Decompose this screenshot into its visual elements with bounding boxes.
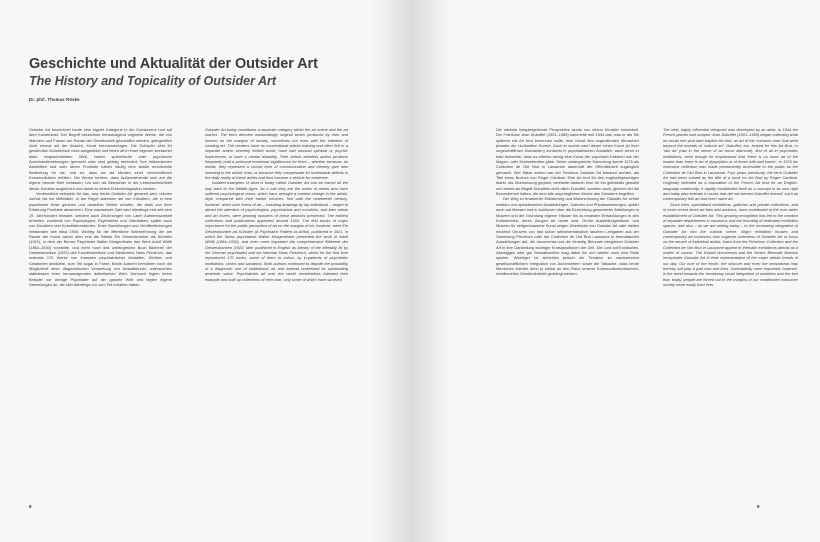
left-column-english bbox=[205, 127, 348, 423]
paragraph: Isolated examples of what is today called Outsider Art can be traced all the way back to the Middle Ages. As a rule they are the works of artists who have suffered psychological crises, which have wrought a marked change in the artists' style compared with their earlier oeuvres. Not until the nineteenth century, however, when such forms of art – including drawings by lay individuals – began to attract the attention of psychologists, psychiatrists and occultists, and later artists and art lovers, were growing numbers of these artworks preserved. The earliest collections and publications appeared around 1900. The first books of major importance for the public perception of art on the margins of art, however, were Ein Geisteskranker als Künstler (A Psychiatric Patient as Artist), published in 1921, in which the Swiss psychiatrist Walter Morgenthaler presented the work of Adolf Wölfli (1864–1930), and even more important the comprehensive Bildnerei der Geisteskranken (1922; later published in English as Artistry of the Mentally Ill) by the German psychiatrist and art historian Hans Prinzhorn, which for the first time reproduced 170 works, some of them in colour, by in-patients of psychiatric institutions, clinics and sanatoria. Both authors continued to dispute the possibility of a diagnostic use of institutional art and instead underlined its outstanding aesthetic value. Psychiatrists all over the world nevertheless followed their example and built up collections of their own, only some of which have survived. bbox=[205, 180, 348, 282]
left-column-german bbox=[29, 127, 172, 473]
paragraph: Outsider Art bezeichnet heute eine eigene Kategorie in der Kunstszene und auf dem Kunstmarkt. Der Begriff bezeichnet herausragend originelle Werke, die von Männern und Frauen am Rande der Gesellschaft geschaffen werden, gelegentlich nicht einmal mit der Absicht, Kunst hervorzubringen. Die Schöpfer sind für gewöhnlich künstlerisch nicht ausgebildet und leben oft in einer eigenen seelischer stark eingeschränkten Welt, haben spielerische oder psychische Auseinandersetzungen gemacht oder sind geistig behindert. Ihre bildnerischen Aktivitäten und oder deren Produkte haben häufig eine starke emotionelle Bedeutung für sie, und es, dass sie als Medien einer vermeintlichen Kommunikation erfüllen. Die Werke fordern, dass Außenstehende sich auf die eigene fremde Welt einlassen, um sich als Betrachter in der Lebenswirklichkeit dieser Künstler angleichen und damit zu einem Erkenntnisgewinn werden. bbox=[29, 127, 172, 191]
page-number-left: 8 bbox=[29, 504, 32, 509]
title-german: Geschichte und Aktualität der Outsider Art bbox=[29, 56, 318, 72]
paragraph: Verdienstlich beispiele für das, was heute Outsider Art genannt wird, reichen zurück bis ins Mittelalter. In der Regel stammen sie von Künstlern, die in eine psychische Krise gerieten und daraufhin Werke schufen, die stark von ihrer Erfahrung Produkte abweichen. Eine wachsende Zahl wird allerdings erst seit dem 19. Jahrhundert bewahrt, seitdem auch Zeichnungen von Laien Aufmerksamkeit erhielten, zunächst von Psychologen, Psychiatern und Okkultisten, später auch von Künstlern und Kunstinteressierten. Erste Sammlungen und Veröffentlichungen entstanden seit etwa 1900. Wichtig für die öffentliche Wahrnehmung der am Rande der Kunst waren aber erst die Bände Ein Geisteskranker als Künstler (1921), in dem der Berner Psychiater Walter Morgenthaler das Werk Adolf Wölfli (1864–1930) vorstellte, und mehr noch das umfangreiche Buch Bildnerei der Geisteskranken (1922) des Kunsthistorikers und Mediziners Hans Prinzhorn, das erstmals 170 Werke von Insassen psychiatrischer Anstalten, Kliniken und Sanatorien abbildete, zum Teil sogar in Farbe. Beide Autoren bemühten noch die Möglichkeit einer diagnostischen Verwertung von Anstaltskunst, untersuchten stattdessen ihren herausragenden ästhetischen Wert. Dennoch fügten ihrem Beispiel nur wenige Psychiater auf der ganzen Welt und legten eigene Sammlungen an, die sich allerdings nur zum Teil erhalten haben. bbox=[29, 191, 172, 287]
right-column-english bbox=[663, 127, 798, 419]
page-number-right: 9 bbox=[757, 504, 760, 509]
title-english: The History and Topicality of Outsider Art bbox=[29, 74, 277, 88]
gutter-shadow bbox=[370, 0, 410, 542]
paragraph: Outsider Art today constitutes a separate category within the art scene and the art market. The term denotes outstandingly original works produced by men and women on the margins of society, sometimes not even with the intention of creating art. The creators have no conventional artistic training and often live in a separate and/or severely limited world, have had unusual spiritual or psychic experiences, or have a mental disability. Their artistic activities and/or products frequently hold a profound emotional significance for them – whether because, as media, they represent a crucial form of communication and thereby give new meaning to the artists' lives, or because they compensate for unbearable deficits in the daily reality of these artists and thus become a vehicle for existence. bbox=[205, 127, 348, 181]
right-column-german bbox=[496, 127, 639, 423]
author-name: Dr. phil. Thomas Röske bbox=[29, 97, 80, 102]
paragraph: Since then, specialised exhibitions, galleries and private collections, and in more recent times art fairs and auctions, have contributed to the ever-wider establishment of Outsider Art. This growing recognition has led to the creation of separate departments in museums and the founding of dedicated exhibition spaces, and also – as we are seeing today – to the increasing integration of Outsider Art into the cultural scene. Major exhibition houses and contemporary art museums now organise overviews of Outsider Art or focus on the oeuvre of individual artists; loans from the Prinzhorn Collection and the Collection de l'Art Brut in Lausanne appear in thematic exhibitions almost as a matter of course. The Kassel documenta and the Venice Biennale likewise incorporate Outsider Art in their representation of the major artistic trends of our day. Our love of the exotic, the obscure and even the sensational may thereby still play a part now and then. Undoubtedly more important, however, is the trend towards the increasing social integration of outsiders and the fact that, today, people are forced out to the margins of our conditioned consumer society more easily than ever. bbox=[663, 201, 798, 287]
paragraph: The next, highly influential viewpoint was developed by an artist. In 1944 the French painter and sculptor Jean Dubuffet (1901–1985) began collecting what he would one year later baptise Art brut, an art of the 'common man' that went beyond the bounds of 'cultural art'. Dubuffet, too, looked for this Art Brut, or 'raw art' (raw in the sense of an uncut diamond), first of all in psychiatric institutions, even though he emphasised that 'there is no more art of the insane than there is art of dyspeptics or of those with bad knees'. In 1976 his extensive collection was made permanently accessible to the public as the Collection de l'Art Brut in Lausanne. Four years previously, the term Outsider Art had been coined as the title of a book on Art Brut by Roger Cardinal. Originally intended as a translation of the French Art brut for an English-language readership, it rapidly established itself as a concept in its own right and today also extends to works that did not interest Dubuffet himself, such as contemporary folk art and even naive art. bbox=[663, 127, 798, 202]
gutter-shadow bbox=[410, 0, 450, 542]
paragraph: Die nächste beispielgebende Perspektive wurde von einem Künstler entwickelt. Der Franzose Jean Dubuffet (1901–1985) sammelte seit 1944 das, was er als Teil späterer mit Art brut benennen sollte, eine Kunst des ungezähmten Menschen jenseits der «kulturellen Kunst». Auch er suchte nach dieser rohen Kunst (in ihrer ungeschliffenen Diamanten) zunächst in psychiatrischen Anstalten, auch wenn er bald bemerkte, dass es ebenso wenig eine Kunst der psychisch Kranken wie der Magen- oder Knieleidenden gäbe. Seine umfangreiche Sammlung wurde 1976 als Collection de l'Art Brut in Lausanne dauerhaft der Öffentlichkeit zugänglich gemacht. Wer Sätze wohen war der Terminus Outsider Art bekannt worden, als Titel eines Buches von Roger Cardinal. Eine Art brut für den englischsprachigen Markt. Als Übersetzung geplant, vereitelte dadurch eine für ihn gleichfalls gewählt und erhielt als Begriff Dubuffets nicht allein Dubuffet, sondern auch, gleicher Art die Besonderheit hatten, die eine alle ursprünglichen Werke des Outsiders begriffen. bbox=[496, 127, 639, 197]
paragraph: Der Weg zu erweiterter Etablierung und Wahrnehmung der Outsider Art verlief seitdem von spezialisierten Ausstellungen, Galerien und Privatsammlungen, später auch auf Messen und in Auktionen über die Einrichtung gesonderter Abteilungen in Museen und der Gründung eigener Häuser bis zu neuesten Entwicklungen in den Kulturbetrieb, deren Zeugen wir heute sind. Große Ausstellungshäuser und Museen für zeitgenössische Kunst zeigen Überblicke von Outsider Art oder stellen einzelne Oeuvres vor; fast schon selbstverständlich tauchen Leihgaben aus der Sammlung Prinzhorn oder der Collection de l'Art Brut Lausanne in thematischen Ausstellungen auf, die documenta und die Venedig Biennale integrieren Outsider Art in ihre Darstellung wichtiger Kunstpositionen der Zeit. Die Lust auf Exotisches, Abwegiges oder gar Sensationelles mag dabei hin und wieder noch eine Rolle spielen. Wichtiger ist sicherlich jedoch die Tendenz zu wachsendem gesellschaftlichem Integration von Außenseitern sowie die Tatsache, dass heute Menschen leichter denn je selbst an den Rand unserer Kommunikationsformen, meditionellen Gewöhnlichkeit gedrängt werden. bbox=[496, 196, 639, 277]
right-page bbox=[410, 0, 820, 542]
